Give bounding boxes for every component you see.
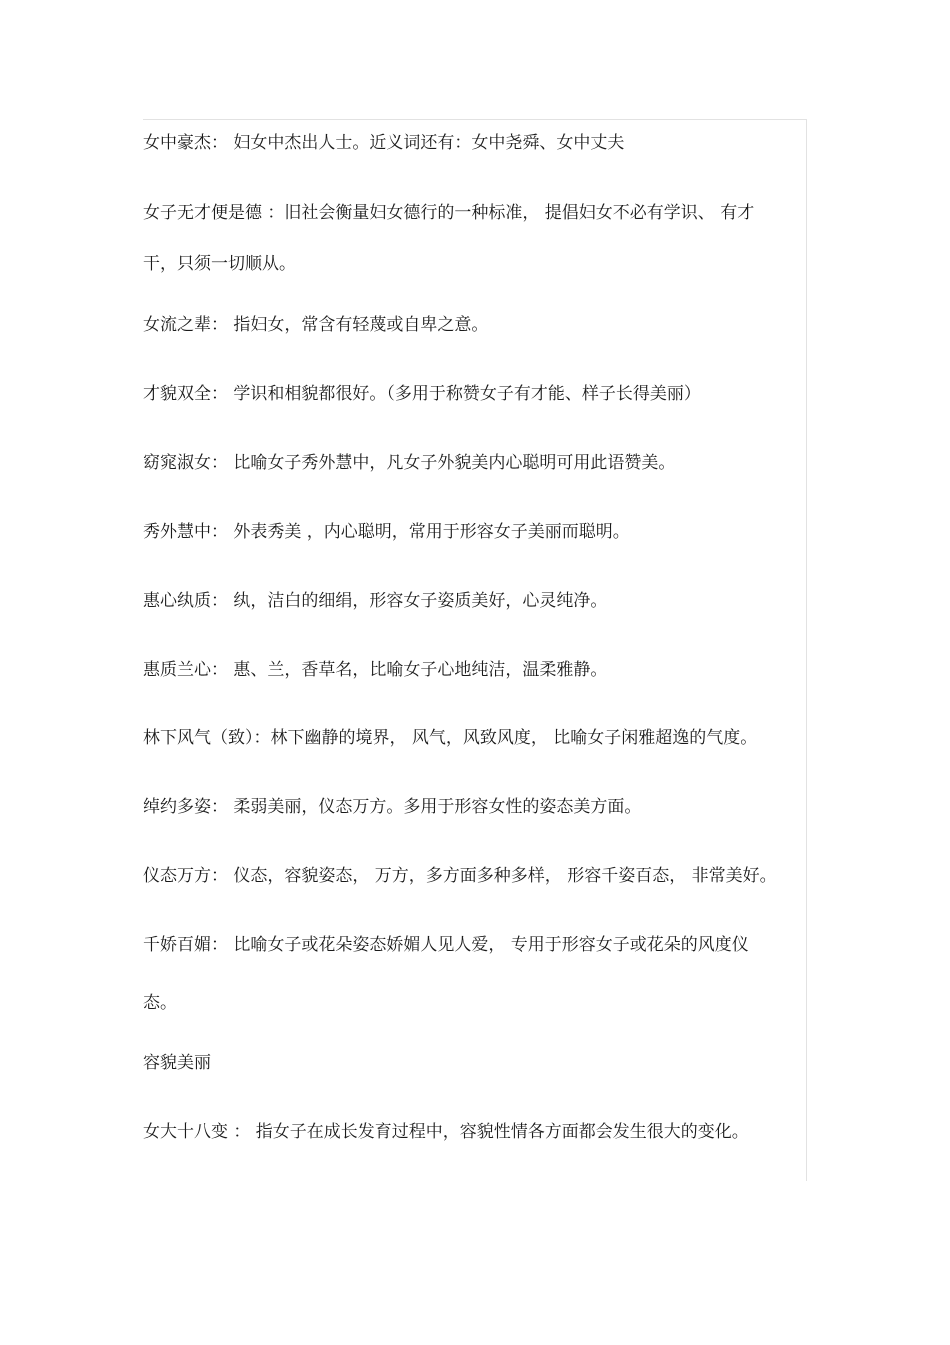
entry-text: 秀外慧中： 外表秀美 ，内心聪明，常用于形容女子美丽而聪明。 xyxy=(143,522,630,542)
entry-13 xyxy=(143,1048,807,1078)
entry-10 xyxy=(143,792,807,822)
section-heading: 容貌美丽 xyxy=(143,1053,211,1073)
entry-text: 仪态万方： 仪态，容貌姿态， 万方，多方面多种多样， 形容千姿百态， 非常美好。 xyxy=(143,866,777,886)
entry-text: 女流之辈： 指妇女，常含有轻蔑或自卑之意。 xyxy=(143,315,489,335)
entry-11 xyxy=(143,861,807,891)
entry-2 xyxy=(143,198,807,279)
entry-7 xyxy=(143,586,807,616)
entry-9 xyxy=(143,723,807,753)
entry-text: 惠质兰心： 惠、兰，香草名，比喻女子心地纯洁，温柔雅静。 xyxy=(143,660,608,680)
entry-12 xyxy=(143,930,807,1018)
entry-8 xyxy=(143,655,807,685)
entry-text-continued: 干，只须一切顺从。 xyxy=(143,254,296,274)
entry-1 xyxy=(143,128,807,158)
entry-text: 才貌双全： 学识和相貌都很好。（多用于称赞女子有才能、样子长得美丽） xyxy=(143,384,701,404)
entry-3 xyxy=(143,310,807,340)
entry-text: 女中豪杰： 妇女中杰出人士。近义词还有：女中尧舜、女中丈夫 xyxy=(143,133,625,153)
entry-5 xyxy=(143,448,807,478)
entry-14 xyxy=(143,1117,807,1147)
entry-text: 绰约多姿： 柔弱美丽，仪态万方。多用于形容女性的姿态美方面。 xyxy=(143,797,642,817)
entry-text: 惠心纨质： 纨，洁白的细绢，形容女子姿质美好，心灵纯净。 xyxy=(143,591,608,611)
entry-4 xyxy=(143,379,807,409)
entry-text: 女子无才便是德 ：旧社会衡量妇女德行的一种标准， 提倡妇女不必有学识、 有才 xyxy=(143,203,755,223)
entry-text-continued: 态。 xyxy=(143,993,177,1013)
entry-list xyxy=(143,128,807,1142)
entry-text: 窈窕淑女： 比喻女子秀外慧中，凡女子外貌美内心聪明可用此语赞美。 xyxy=(143,453,676,473)
entry-text: 女大十八变 ： 指女子在成长发育过程中，容貌性情各方面都会发生很大的变化。 xyxy=(143,1122,749,1142)
entry-text: 林下风气（致）：林下幽静的境界， 风气，风致风度， 比喻女子闲雅超逸的气度。 xyxy=(143,728,758,748)
entry-6 xyxy=(143,517,807,547)
entry-text: 千娇百媚： 比喻女子或花朵姿态娇媚人见人爱， 专用于形容女子或花朵的风度仪 xyxy=(143,935,749,955)
